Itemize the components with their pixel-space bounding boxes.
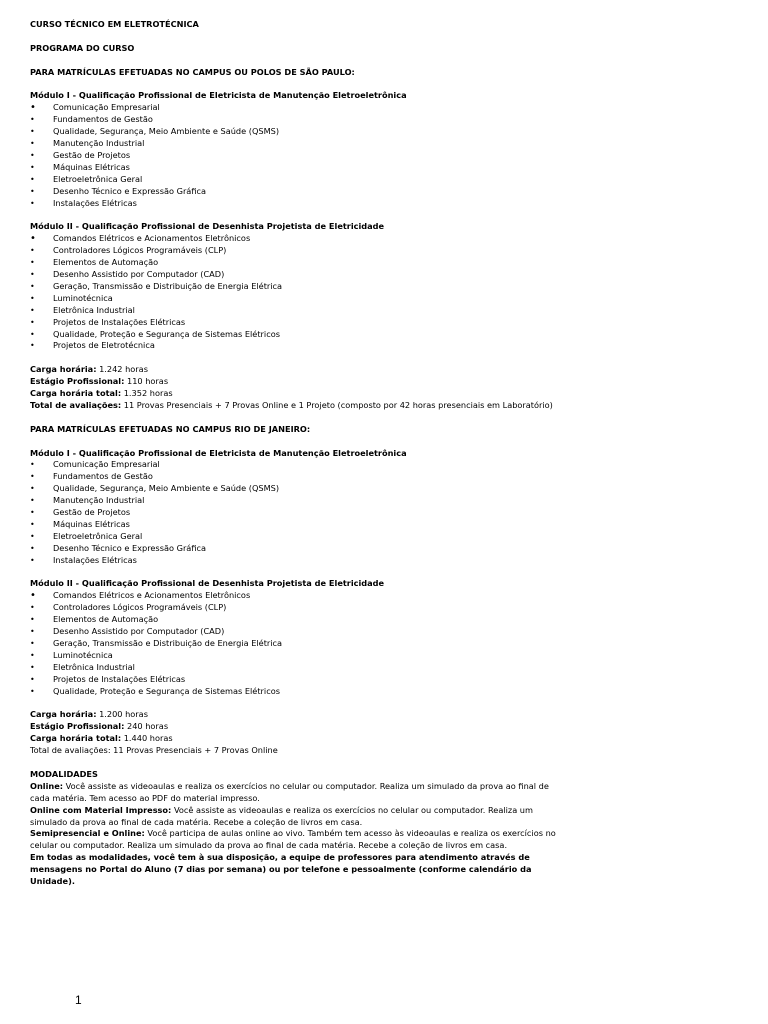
evaluations-value: 11 Provas Presenciais + 7 Provas Online e 1 Projeto (composto por 42 horas presenciais em Laboratório) (121, 399, 553, 410)
modality-semi-text: Você participa de aulas online ao vivo. Também tem acesso às videoaulas e realiza os exercícios no celular ou computador. Realiza um simulado da prova ao final de cada matéria. Recebe a coleção de livros em casa. (30, 828, 556, 851)
list-item: • Desenho Técnico e Expressão Gráfica (30, 543, 750, 555)
modality-printed-text: Você assiste as videoaulas e realiza os exercícios no celular ou computador. Realiza um simulado da prova ao final de cada matéria. Recebe a coleção de livros em casa. (30, 804, 533, 827)
total-workload-value: 1.352 horas (121, 388, 173, 399)
sp-module2-title: Módulo II - Qualificação Profissional de Desenhista Projetista de Eletricidade (30, 221, 385, 232)
list-item: • Projetos de Instalações Elétricas (30, 674, 750, 686)
list-item: • Manutenção Industrial (30, 495, 750, 507)
workload-label: Carga horária: (30, 709, 97, 720)
list-item: • Eletroeletrônica Geral (30, 531, 750, 543)
modality-printed-label: Online com Material Impresso: (30, 804, 172, 815)
list-item: • Fundamentos de Gestão (30, 471, 750, 483)
evaluations-label: Total de avaliações: (30, 399, 122, 410)
list-item: • Luminotécnica (30, 293, 750, 305)
list-item: • Projetos de Instalações Elétricas (30, 317, 750, 329)
list-item: • Eletrônica Industrial (30, 305, 750, 317)
list-item: • Comunicação Empresarial (30, 102, 750, 114)
list-item: • Qualidade, Proteção e Segurança de Sistemas Elétricos (30, 686, 750, 698)
total-workload-label: Carga horária total: (30, 733, 122, 744)
modality-printed (30, 805, 570, 829)
list-item: • Elementos de Automação (30, 614, 750, 626)
list-item: • Instalações Elétricas (30, 555, 750, 567)
list-item: • Comandos Elétricos e Acionamentos Eletrônicos (30, 233, 750, 245)
internship-value: 110 horas (124, 376, 169, 387)
list-item: • Projetos de Eletrotécnica (30, 340, 750, 352)
sp-module2-list (30, 233, 750, 352)
sp-workload (30, 364, 750, 376)
sp-internship (30, 376, 750, 388)
course-title: CURSO TÉCNICO EM ELETROTÉCNICA (30, 19, 199, 29)
rj-evaluations: Total de avaliações: 11 Provas Presenciais + 7 Provas Online (30, 745, 278, 756)
sp-total-workload (30, 388, 750, 400)
rj-section-title: PARA MATRÍCULAS EFETUADAS NO CAMPUS RIO DE JANEIRO: (30, 423, 311, 434)
rj-internship (30, 721, 750, 733)
list-item: • Qualidade, Segurança, Meio Ambiente e Saúde (QSMS) (30, 483, 750, 495)
sp-summary (30, 364, 750, 412)
list-item: • Eletrônica Industrial (30, 662, 750, 674)
list-item: • Controladores Lógicos Programáveis (CLP) (30, 602, 750, 614)
page-number: 1 (75, 993, 82, 1007)
modality-online-text: Você assiste as videoaulas e realiza os exercícios no celular ou computador. Realiza um simulado da prova ao final de cada matéria. Tem acesso ao PDF do material impresso. (30, 780, 549, 803)
sp-evaluations (30, 400, 750, 412)
list-item: • Instalações Elétricas (30, 198, 750, 210)
list-item: • Comunicação Empresarial (30, 459, 750, 471)
list-item: • Manutenção Industrial (30, 138, 750, 150)
modality-online (30, 781, 570, 805)
list-item: • Eletroeletrônica Geral (30, 174, 750, 186)
rj-workload (30, 709, 750, 721)
internship-label: Estágio Profissional: (30, 376, 125, 387)
list-item: • Máquinas Elétricas (30, 162, 750, 174)
rj-module1-title: Módulo I - Qualificação Profissional de Eletricista de Manutenção Eletroeletrônica (30, 447, 407, 458)
list-item: • Desenho Assistido por Computador (CAD) (30, 269, 750, 281)
internship-value: 240 horas (124, 721, 169, 732)
list-item: • Qualidade, Segurança, Meio Ambiente e Saúde (QSMS) (30, 126, 750, 138)
rj-module2-title: Módulo II - Qualificação Profissional de Desenhista Projetista de Eletricidade (30, 578, 385, 589)
rj-total-workload (30, 733, 750, 745)
total-workload-value: 1.440 horas (121, 733, 173, 744)
list-item: • Fundamentos de Gestão (30, 114, 750, 126)
total-workload-label: Carga horária total: (30, 388, 122, 399)
list-item: • Desenho Assistido por Computador (CAD) (30, 626, 750, 638)
workload-label: Carga horária: (30, 364, 97, 375)
workload-value: 1.200 horas (96, 709, 148, 720)
sp-section-title: PARA MATRÍCULAS EFETUADAS NO CAMPUS OU POLOS DE SÃO PAULO: (30, 66, 355, 77)
workload-value: 1.242 horas (96, 364, 148, 375)
list-item: • Máquinas Elétricas (30, 519, 750, 531)
sp-module1-list (30, 102, 750, 209)
rj-module2-list (30, 590, 750, 697)
list-item: • Desenho Técnico e Expressão Gráfica (30, 186, 750, 198)
list-item: • Luminotécnica (30, 650, 750, 662)
list-item: • Gestão de Projetos (30, 507, 750, 519)
list-item: • Elementos de Automação (30, 257, 750, 269)
program-title: PROGRAMA DO CURSO (30, 42, 135, 53)
modalities-title: MODALIDADES (30, 768, 98, 779)
list-item: • Qualidade, Proteção e Segurança de Sistemas Elétricos (30, 329, 750, 341)
list-item: • Comandos Elétricos e Acionamentos Eletrônicos (30, 590, 750, 602)
list-item: • Controladores Lógicos Programáveis (CLP) (30, 245, 750, 257)
sp-module1-title: Módulo I - Qualificação Profissional de Eletricista de Manutenção Eletroeletrônica (30, 90, 407, 101)
rj-module1-list (30, 459, 750, 566)
modality-semi (30, 828, 570, 852)
document-content (30, 19, 750, 888)
rj-summary (30, 709, 750, 757)
list-item: • Geração, Transmissão e Distribuição de Energia Elétrica (30, 281, 750, 293)
list-item: • Geração, Transmissão e Distribuição de Energia Elétrica (30, 638, 750, 650)
modality-online-label: Online: (30, 780, 64, 791)
modality-semi-label: Semipresencial e Online: (30, 828, 145, 839)
internship-label: Estágio Profissional: (30, 721, 125, 732)
list-item: • Gestão de Projetos (30, 150, 750, 162)
modalities-closing: Em todas as modalidades, você tem à sua disposição, a equipe de professores para atendimento através de mensagens no Portal do Aluno (7 dias por semana) ou por telefone e pessoalmente (conforme calendário da Unidade). (30, 852, 532, 887)
